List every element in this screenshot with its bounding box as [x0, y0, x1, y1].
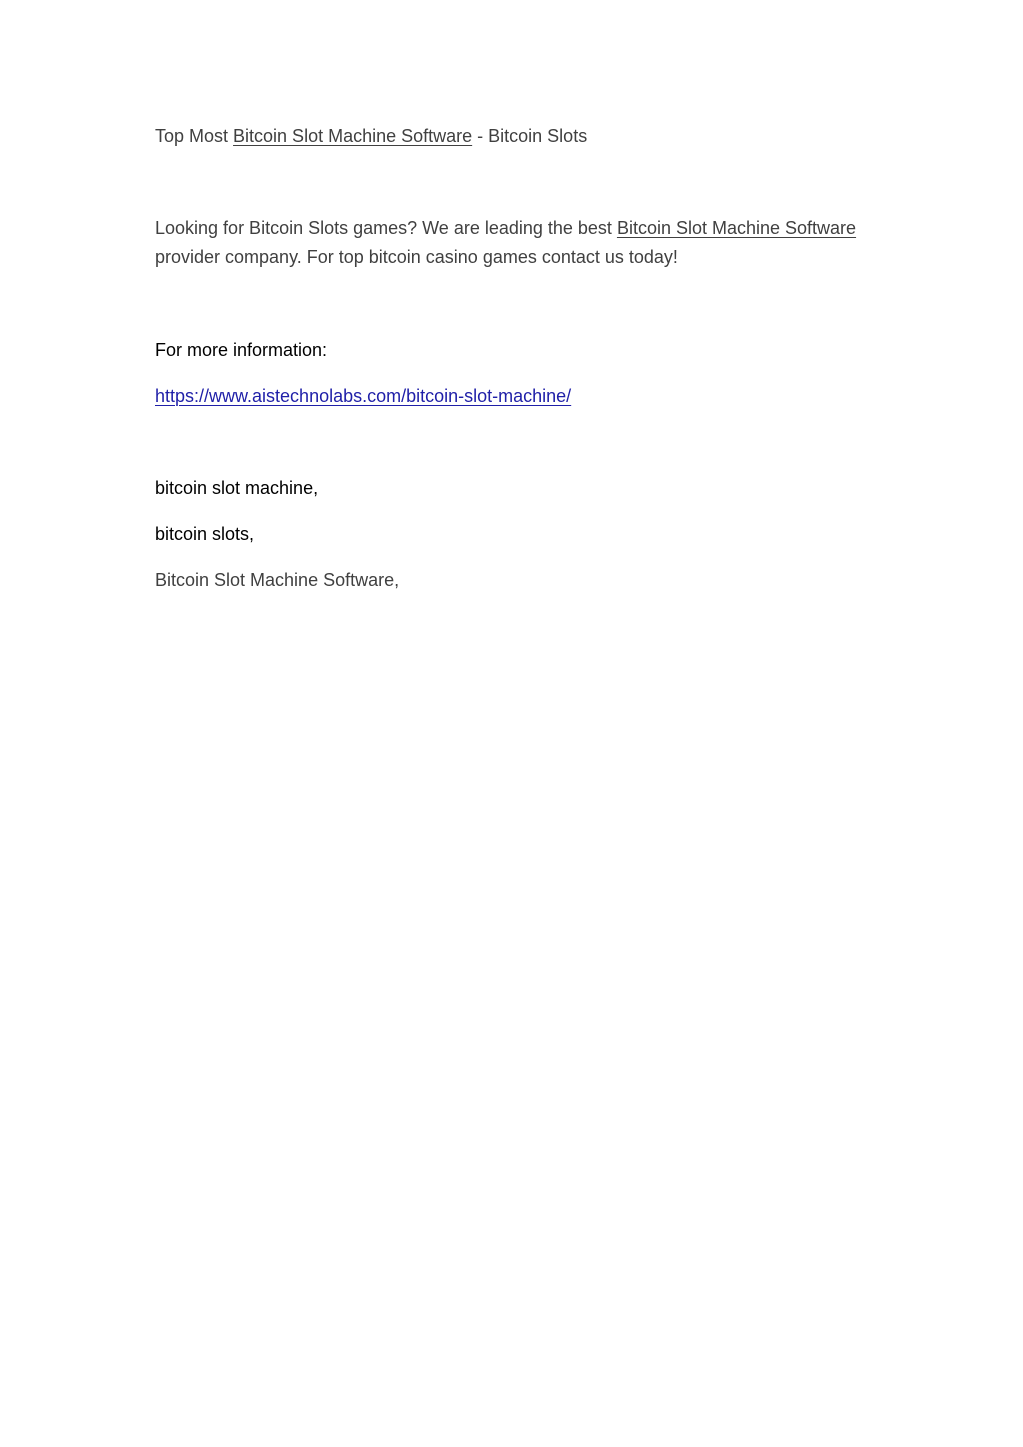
intro-prefix: Looking for Bitcoin Slots games? We are leading the best [155, 218, 617, 238]
keyword-item: Bitcoin Slot Machine Software, [155, 570, 400, 590]
intro-line-1 [155, 216, 856, 240]
more-info-url-link[interactable]: https://www.aistechnolabs.com/bitcoin-slot-machine/ [155, 386, 572, 406]
title-suffix: - Bitcoin Slots [472, 126, 588, 146]
title-prefix: Top Most [155, 126, 234, 146]
keyword-item: bitcoin slot machine, [155, 478, 319, 498]
intro-link-bitcoin-slot-machine-software[interactable]: Bitcoin Slot Machine Software [616, 218, 857, 238]
keyword-item: bitcoin slots, [155, 524, 255, 544]
more-info-label: For more information: [155, 340, 328, 360]
title-line [155, 124, 587, 148]
intro-line-2: provider company. For top bitcoin casino games contact us today! [155, 247, 678, 267]
title-link-bitcoin-slot-machine-software[interactable]: Bitcoin Slot Machine Software [233, 126, 473, 146]
more-info-url-line [155, 384, 571, 408]
